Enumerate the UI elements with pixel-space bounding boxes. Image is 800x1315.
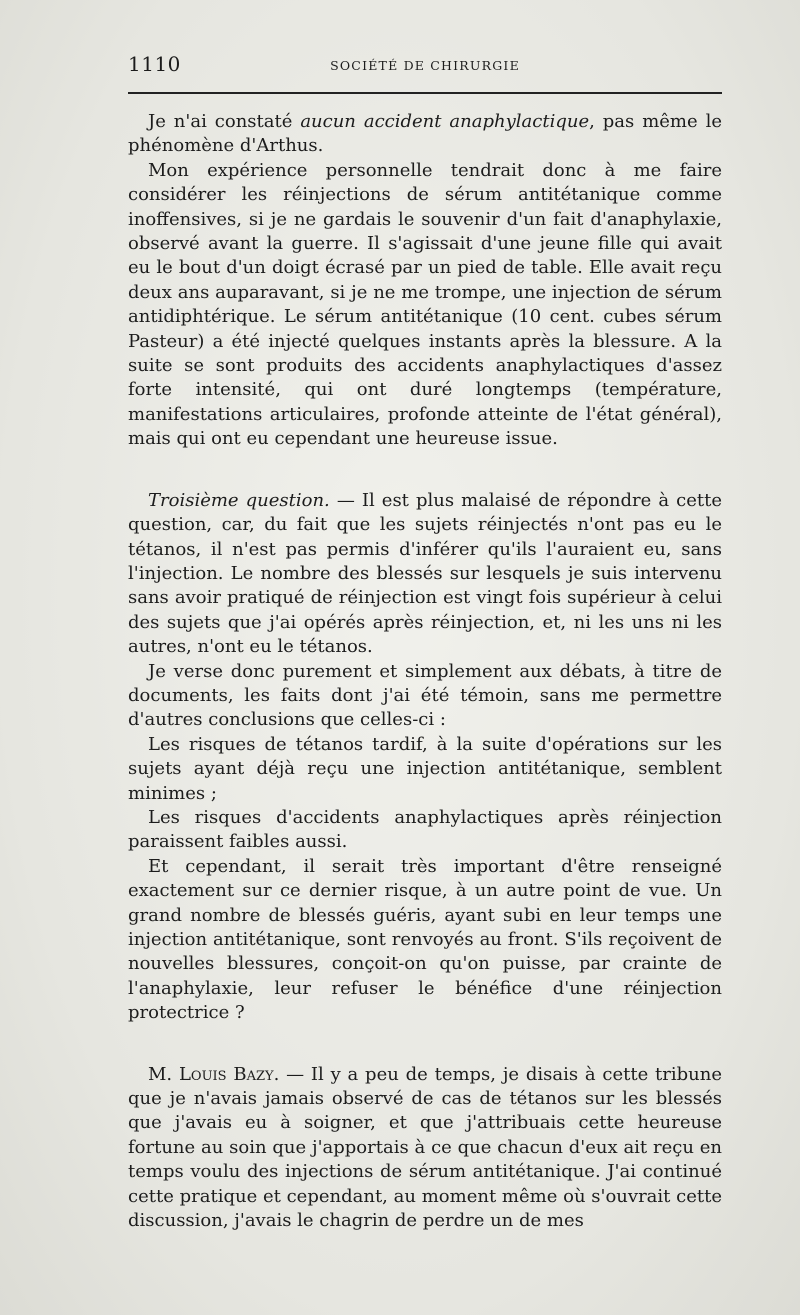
paragraph: M. Louis Bazy. — Il y a peu de temps, je disais à cette tribune que je n'avais jamais observé de cas de tétanos sur les blessés que j'avais eu à soigner, et que j'attribuais cette heureuse fortune au soin que j'apportais à ce que chacun d'eux ait reçu en temps voulu des injections de sérum antitétanique. J'ai continué cette pratique et cependant, au moment même où s'ouvrait cette discussion, j'avais le chagrin de perdre un de mes	[128, 1063, 723, 1232]
paragraph: Je n'ai constaté aucun accident anaphylactique, pas même le phénomène d'Arthus.	[128, 111, 722, 157]
paragraph: Les risques de tétanos tardif, à la suite d'opérations sur les sujets ayant déjà reçu une injection antitétanique, semblent minimes ;	[128, 733, 722, 804]
speaker-name: Louis Bazy	[178, 1063, 274, 1085]
paragraph: Et cependant, il serait très important d'être renseigné exactement sur ce dernier risque, à un autre point de vue. Un grand nombre de blessés guéris, ayant subi en leur temps une injection antitétanique, sont renvoyés au front. S'ils reçoivent de nouvelles blessures, conçoit-on qu'on puisse, par crainte de l'anaphylaxie, leur refuser le bénéfice d'une réinjection protectrice ?	[128, 855, 722, 1024]
header-rule	[128, 92, 722, 94]
page-header	[128, 52, 722, 80]
paragraph: Troisième question. — Il est plus malaisé de répondre à cette question, car, du fait que les sujets réinjectés n'ont pas eu le tétanos, il n'est pas permis d'inférer qu'ils l'auraient eu, sans l'injection. Le nombre des blessés sur lesquels je suis intervenu sans avoir pratiqué de réinjection est vingt fois supérieur à celui des sujets que j'ai opérés après réinjection, et, ni les uns ni les autres, n'ont eu le tétanos.	[128, 489, 722, 658]
page-number: 1110	[128, 52, 181, 76]
paragraph: Les risques d'accidents anaphylactiques après réinjection paraissent faibles aussi.	[128, 806, 722, 853]
body-text	[128, 110, 722, 1233]
running-title: SOCIÉTÉ DE CHIRURGIE	[330, 58, 520, 73]
paragraph: Je verse donc purement et simplement aux débats, à titre de documents, les faits dont j'ai été témoin, sans me permettre d'autres conclusions que celles-ci :	[128, 660, 722, 731]
paragraph: Mon expérience personnelle tendrait donc à me faire considérer les réinjections de sérum antitétanique comme inoffensives, si je ne gardais le souvenir d'un fait d'anaphylaxie, observé avant la guerre. Il s'agissait d'une jeune fille qui avait eu le bout d'un doigt écrasé par un pied de table. Elle avait reçu deux ans auparavant, si je ne me trompe, une injection de sérum antidiphtérique. Le sérum antitétanique (10 cent. cubes sérum Pasteur) a été injecté quelques instants après la blessure. A la suite se sont produits des accidents anaphylactiques d'assez forte intensité, qui ont duré longtemps (température, manifestations articulaires, profonde atteinte de l'état général), mais qui ont eu cependant une heureuse issue.	[128, 159, 722, 450]
